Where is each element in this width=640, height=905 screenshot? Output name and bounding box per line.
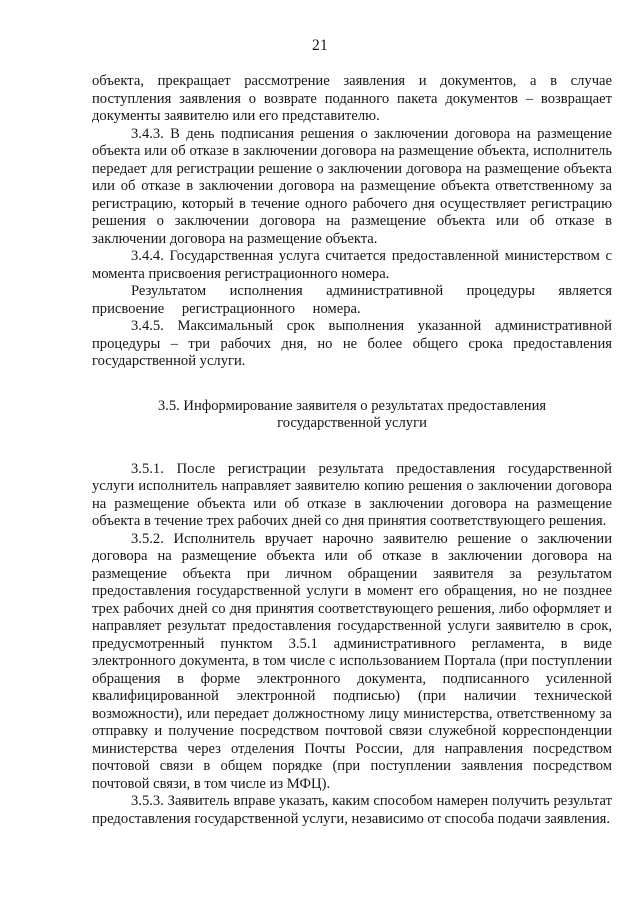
paragraph-3-4-4: 3.4.4. Государственная услуга считается предоставленной министерством с момента присвоения регистрационного номера. — [92, 248, 612, 282]
section-heading-line-2: государственной услуги — [277, 415, 427, 431]
section-heading-3-5 — [92, 398, 612, 433]
document-body — [92, 73, 612, 828]
paragraph-result: Результатом исполнения административной процедуры является присвоение регистрационного номера. — [92, 283, 612, 317]
paragraph-continuation: объекта, прекращает рассмотрение заявления и документов, а в случае поступления заявления о возврате поданного пакета документов – возвращает документы заявителю или его представителю. — [92, 73, 612, 124]
section-heading-line-1: 3.5. Информирование заявителя о результатах предоставления — [157, 397, 547, 414]
paragraph-3-4-3: 3.4.3. В день подписания решения о заключении договора на размещение объекта или об отказе в заключении договора на размещение объекта, исполнитель передает для регистрации решение о заключении договора на размещение объекта или об отказе в заключении договора на размещение объекта ответственному за регистрацию, который в течение одного рабочего дня осуществляет регистрацию решения о заключении договора на размещение объекта или об отказе в заключении договора на размещение объекта. — [92, 125, 612, 247]
paragraph-3-5-2: 3.5.2. Исполнитель вручает нарочно заявителю решение о заключении договора на размещение объекта или об отказе в заключении договора на размещение объекта при личном обращении заявителя за результатом предоставления государственной услуги в момент его обращения, но не позднее трех рабочих дней со дня принятия соответствующего решения, либо оформляет и направляет результат предоставления государственной услуги заявителю в срок, предусмотренный пунктом 3.5.1 административного регламента, в виде электронного документа, в том числе с использованием Портала (при поступлении обращения в форме электронного документа, подписанного усиленной квалифицированной электронной подписью) (при наличии технической возможности), или передает должностному лицу министерства, ответственному за отправку и получение посредством почтовой связи служебной корреспонденции министерства через отделения Почты России, для направления посредством почтовой связи в общем порядке (при поступлении заявления посредством почтовой связи, в том числе из МФЦ). — [92, 530, 612, 792]
paragraph-3-5-3: 3.5.3. Заявитель вправе указать, каким способом намерен получить результат предоставления государственной услуги, независимо от способа подачи заявления. — [92, 793, 612, 827]
paragraph-3-5-1: 3.5.1. После регистрации результата предоставления государственной услуги исполнитель направляет заявителю копию решения о заключении договора на размещение объекта или об отказе в заключении договора на размещение объекта в течение трех рабочих дней со дня принятия соответствующего решения. — [92, 460, 612, 529]
paragraph-3-4-5: 3.4.5. Максимальный срок выполнения указанной административной процедуры – три рабочих дня, но не более общего срока предоставления государственной услуги. — [92, 318, 612, 369]
page-number: 21 — [311, 37, 329, 54]
